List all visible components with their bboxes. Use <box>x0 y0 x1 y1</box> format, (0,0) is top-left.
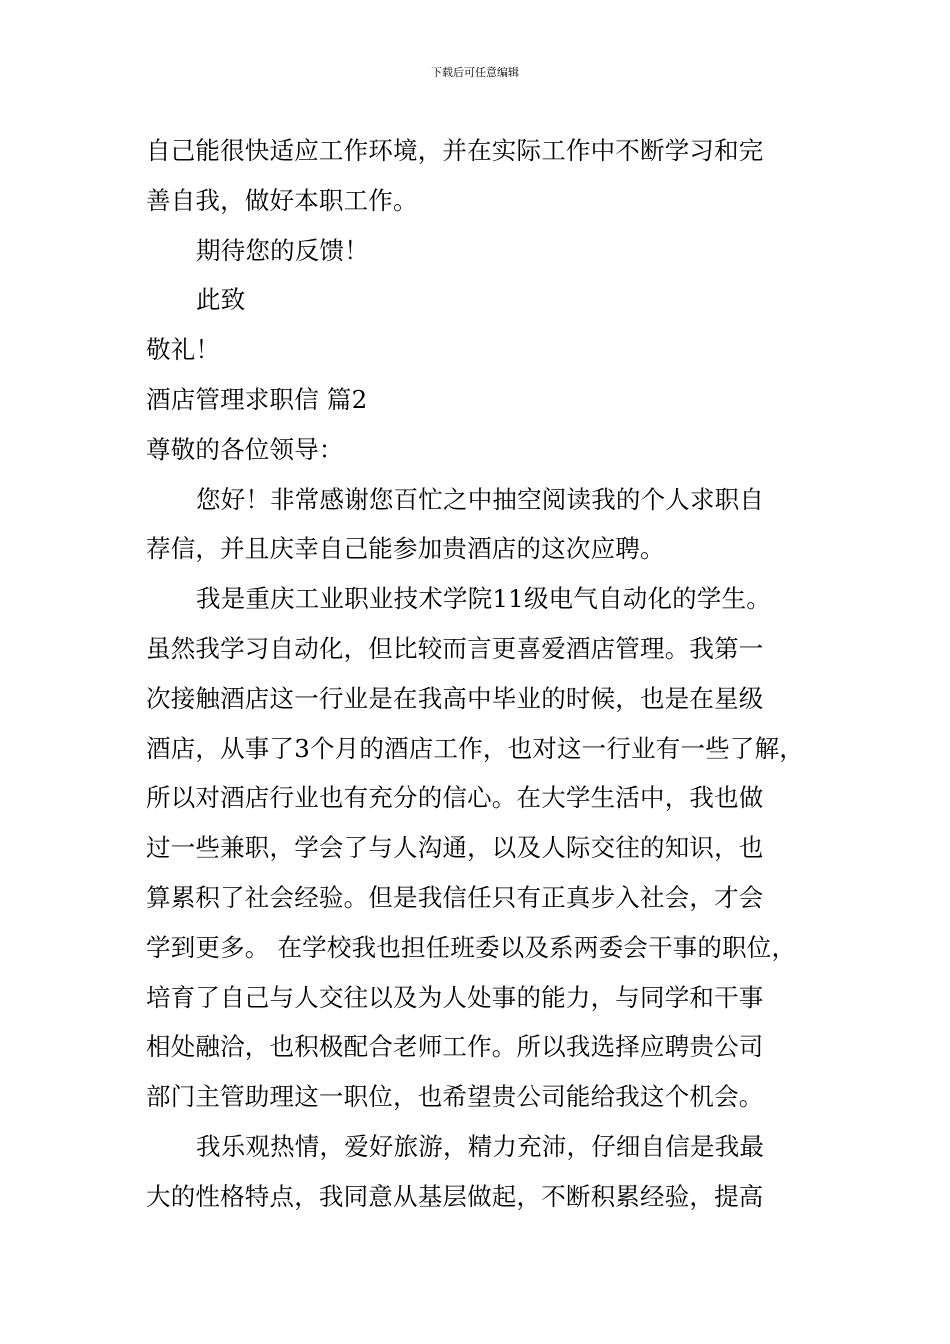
text-line: 我是重庆工业职业技术学院11级电气自动化的学生。 <box>196 584 771 614</box>
page-header-note: 下载后可任意编辑 <box>431 66 519 79</box>
text-line: 培育了自己与人交往以及为人处事的能力，与同学和干事 <box>146 982 764 1012</box>
text-line: 次接触酒店这一行业是在我高中毕业的时候，也是在星级 <box>146 683 764 713</box>
salutation: 尊敬的各位领导： <box>146 434 344 464</box>
text-line: 期待您的反馈！ <box>196 235 369 265</box>
text-line: 善自我，做好本职工作。 <box>146 185 418 215</box>
text-line: 虽然我学习自动化，但比较而言更喜爱酒店管理。我第一 <box>146 633 764 663</box>
text-line: 敬礼！ <box>146 335 221 365</box>
text-line: 学到更多。 在学校我也担任班委以及系两委会干事的职位， <box>146 932 797 962</box>
text-line: 酒店，从事了3个月的酒店工作，也对这一行业有一些了解， <box>146 733 804 763</box>
text-line: 部门主管助理这一职位，也希望贵公司能给我这个机会。 <box>146 1082 764 1112</box>
text-line: 大的性格特点，我同意从基层做起，不断积累经验，提高 <box>146 1181 764 1211</box>
text-line: 您好！非常感谢您百忙之中抽空阅读我的个人求职自 <box>196 484 765 514</box>
section-title: 酒店管理求职信 篇2 <box>146 384 368 414</box>
text-line: 自己能很快适应工作环境，并在实际工作中不断学习和完 <box>146 136 764 165</box>
text-line: 相处融洽，也积极配合老师工作。所以我选择应聘贵公司 <box>146 1032 764 1062</box>
text-line: 荐信，并且庆幸自己能参加贵酒店的这次应聘。 <box>146 534 665 564</box>
text-line: 算累积了社会经验。但是我信任只有正真步入社会，才会 <box>146 882 764 912</box>
text-line: 过一些兼职，学会了与人沟通，以及人际交往的知识，也 <box>146 833 764 863</box>
text-line: 所以对酒店行业也有充分的信心。在大学生活中，我也做 <box>146 783 764 813</box>
text-line: 此致 <box>196 285 246 315</box>
text-line: 我乐观热情，爱好旅游，精力充沛，仔细自信是我最 <box>196 1131 765 1161</box>
document-body <box>146 126 818 1222</box>
